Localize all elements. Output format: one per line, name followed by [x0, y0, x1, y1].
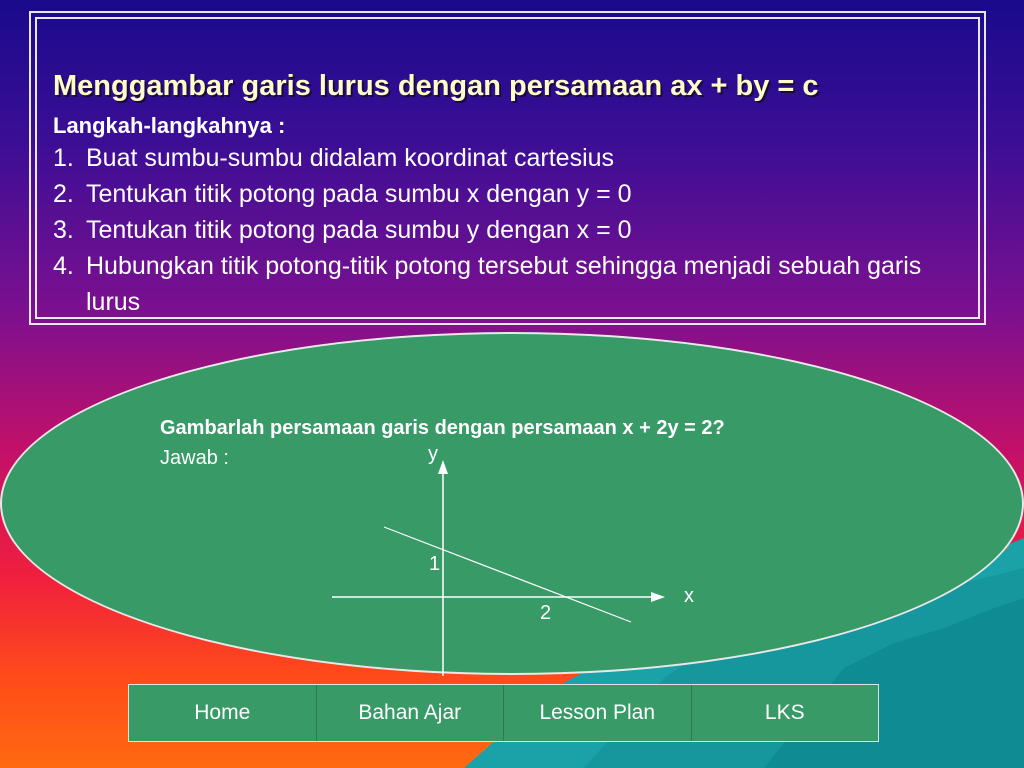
slide-subheading: Langkah-langkahnya :: [53, 113, 286, 138]
y-axis-label: y: [428, 443, 438, 465]
nav-bahan-ajar-button[interactable]: Bahan Ajar: [317, 685, 505, 741]
equation-line: [384, 527, 631, 622]
step-text: Tentukan titik potong pada sumbu x dengan y = 0: [86, 180, 632, 208]
step-text: Buat sumbu-sumbu didalam koordinat cartesius: [86, 144, 615, 172]
answer-label: Jawab :: [160, 447, 229, 469]
step-text: Hubungkan titik potong-titik potong tersebut sehingga menjadi sebuah garis lurus: [86, 252, 922, 316]
step-number: 4.: [53, 252, 74, 280]
nav-home-button[interactable]: Home: [129, 685, 317, 741]
x-axis-label: x: [684, 585, 694, 607]
step-number: 2.: [53, 180, 74, 208]
nav-lesson-plan-button[interactable]: Lesson Plan: [504, 685, 692, 741]
step-number: 1.: [53, 144, 74, 172]
example-question: Gambarlah persamaan garis dengan persamaan x + 2y = 2?: [160, 417, 725, 439]
slide-heading: Menggambar garis lurus dengan persamaan ax + by = c: [53, 70, 819, 102]
nav-bar: [128, 684, 879, 742]
step-number: 3.: [53, 216, 74, 244]
y-intercept-label: 1: [429, 553, 441, 575]
step-text: Tentukan titik potong pada sumbu y dengan x = 0: [86, 216, 632, 244]
x-intercept-label: 2: [540, 602, 552, 624]
x-axis-arrow-icon: [651, 592, 665, 602]
y-axis-arrow-icon: [438, 460, 448, 474]
nav-lks-button[interactable]: LKS: [692, 685, 879, 741]
